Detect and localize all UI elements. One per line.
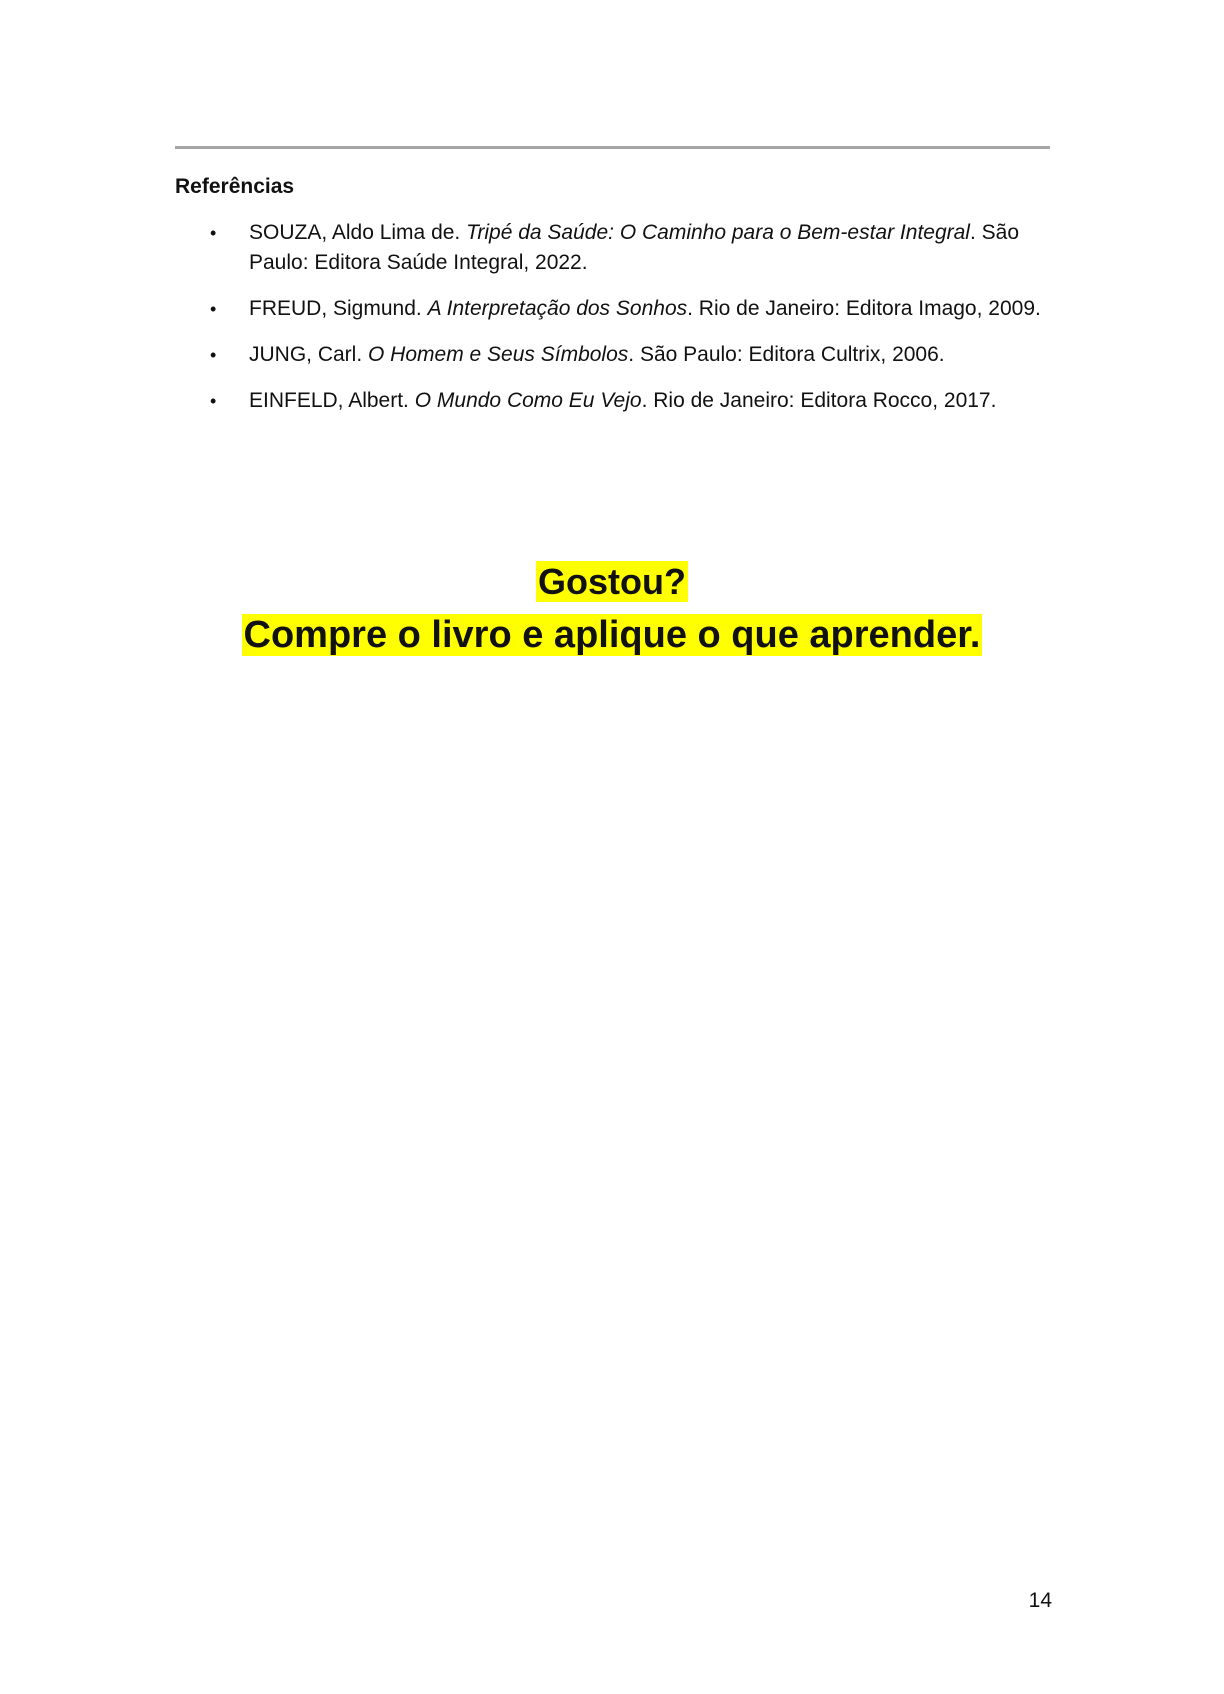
references-heading: Referências	[175, 175, 295, 198]
reference-publisher: . São Paulo: Editora Saúde Integral, 2022.	[249, 221, 1020, 274]
cta-call-text: Compre o livro e aplique o que aprender.	[243, 614, 981, 656]
bullet-icon: •	[210, 223, 217, 243]
reference-author: EINFELD, Albert.	[249, 389, 415, 412]
reference-title: A Interpretação dos Sonhos	[427, 297, 688, 320]
bullet-icon: •	[210, 299, 217, 319]
reference-title: Tripé da Saúde: O Caminho para o Bem-estar Integral	[466, 221, 970, 244]
references-list	[175, 218, 1050, 432]
page-number: 14	[1028, 1589, 1052, 1612]
reference-author: FREUD, Sigmund.	[249, 297, 428, 320]
cta-question-text: Gostou?	[538, 561, 686, 602]
reference-author: JUNG, Carl.	[249, 343, 369, 366]
cta-call	[0, 609, 1224, 661]
reference-item	[175, 294, 1050, 324]
bullet-icon: •	[210, 345, 217, 365]
top-divider	[175, 146, 1050, 149]
reference-author: SOUZA, Aldo Lima de.	[249, 221, 467, 244]
reference-title: O Mundo Como Eu Vejo	[414, 389, 642, 412]
reference-item	[175, 386, 1050, 416]
reference-item	[175, 340, 1050, 370]
reference-publisher: . São Paulo: Editora Cultrix, 2006.	[628, 343, 945, 366]
cta-question	[0, 556, 1224, 608]
reference-item	[175, 218, 1050, 278]
bullet-icon: •	[210, 391, 217, 411]
reference-publisher: . Rio de Janeiro: Editora Imago, 2009.	[687, 297, 1041, 320]
reference-title: O Homem e Seus Símbolos	[368, 343, 629, 366]
reference-publisher: . Rio de Janeiro: Editora Rocco, 2017.	[641, 389, 997, 412]
